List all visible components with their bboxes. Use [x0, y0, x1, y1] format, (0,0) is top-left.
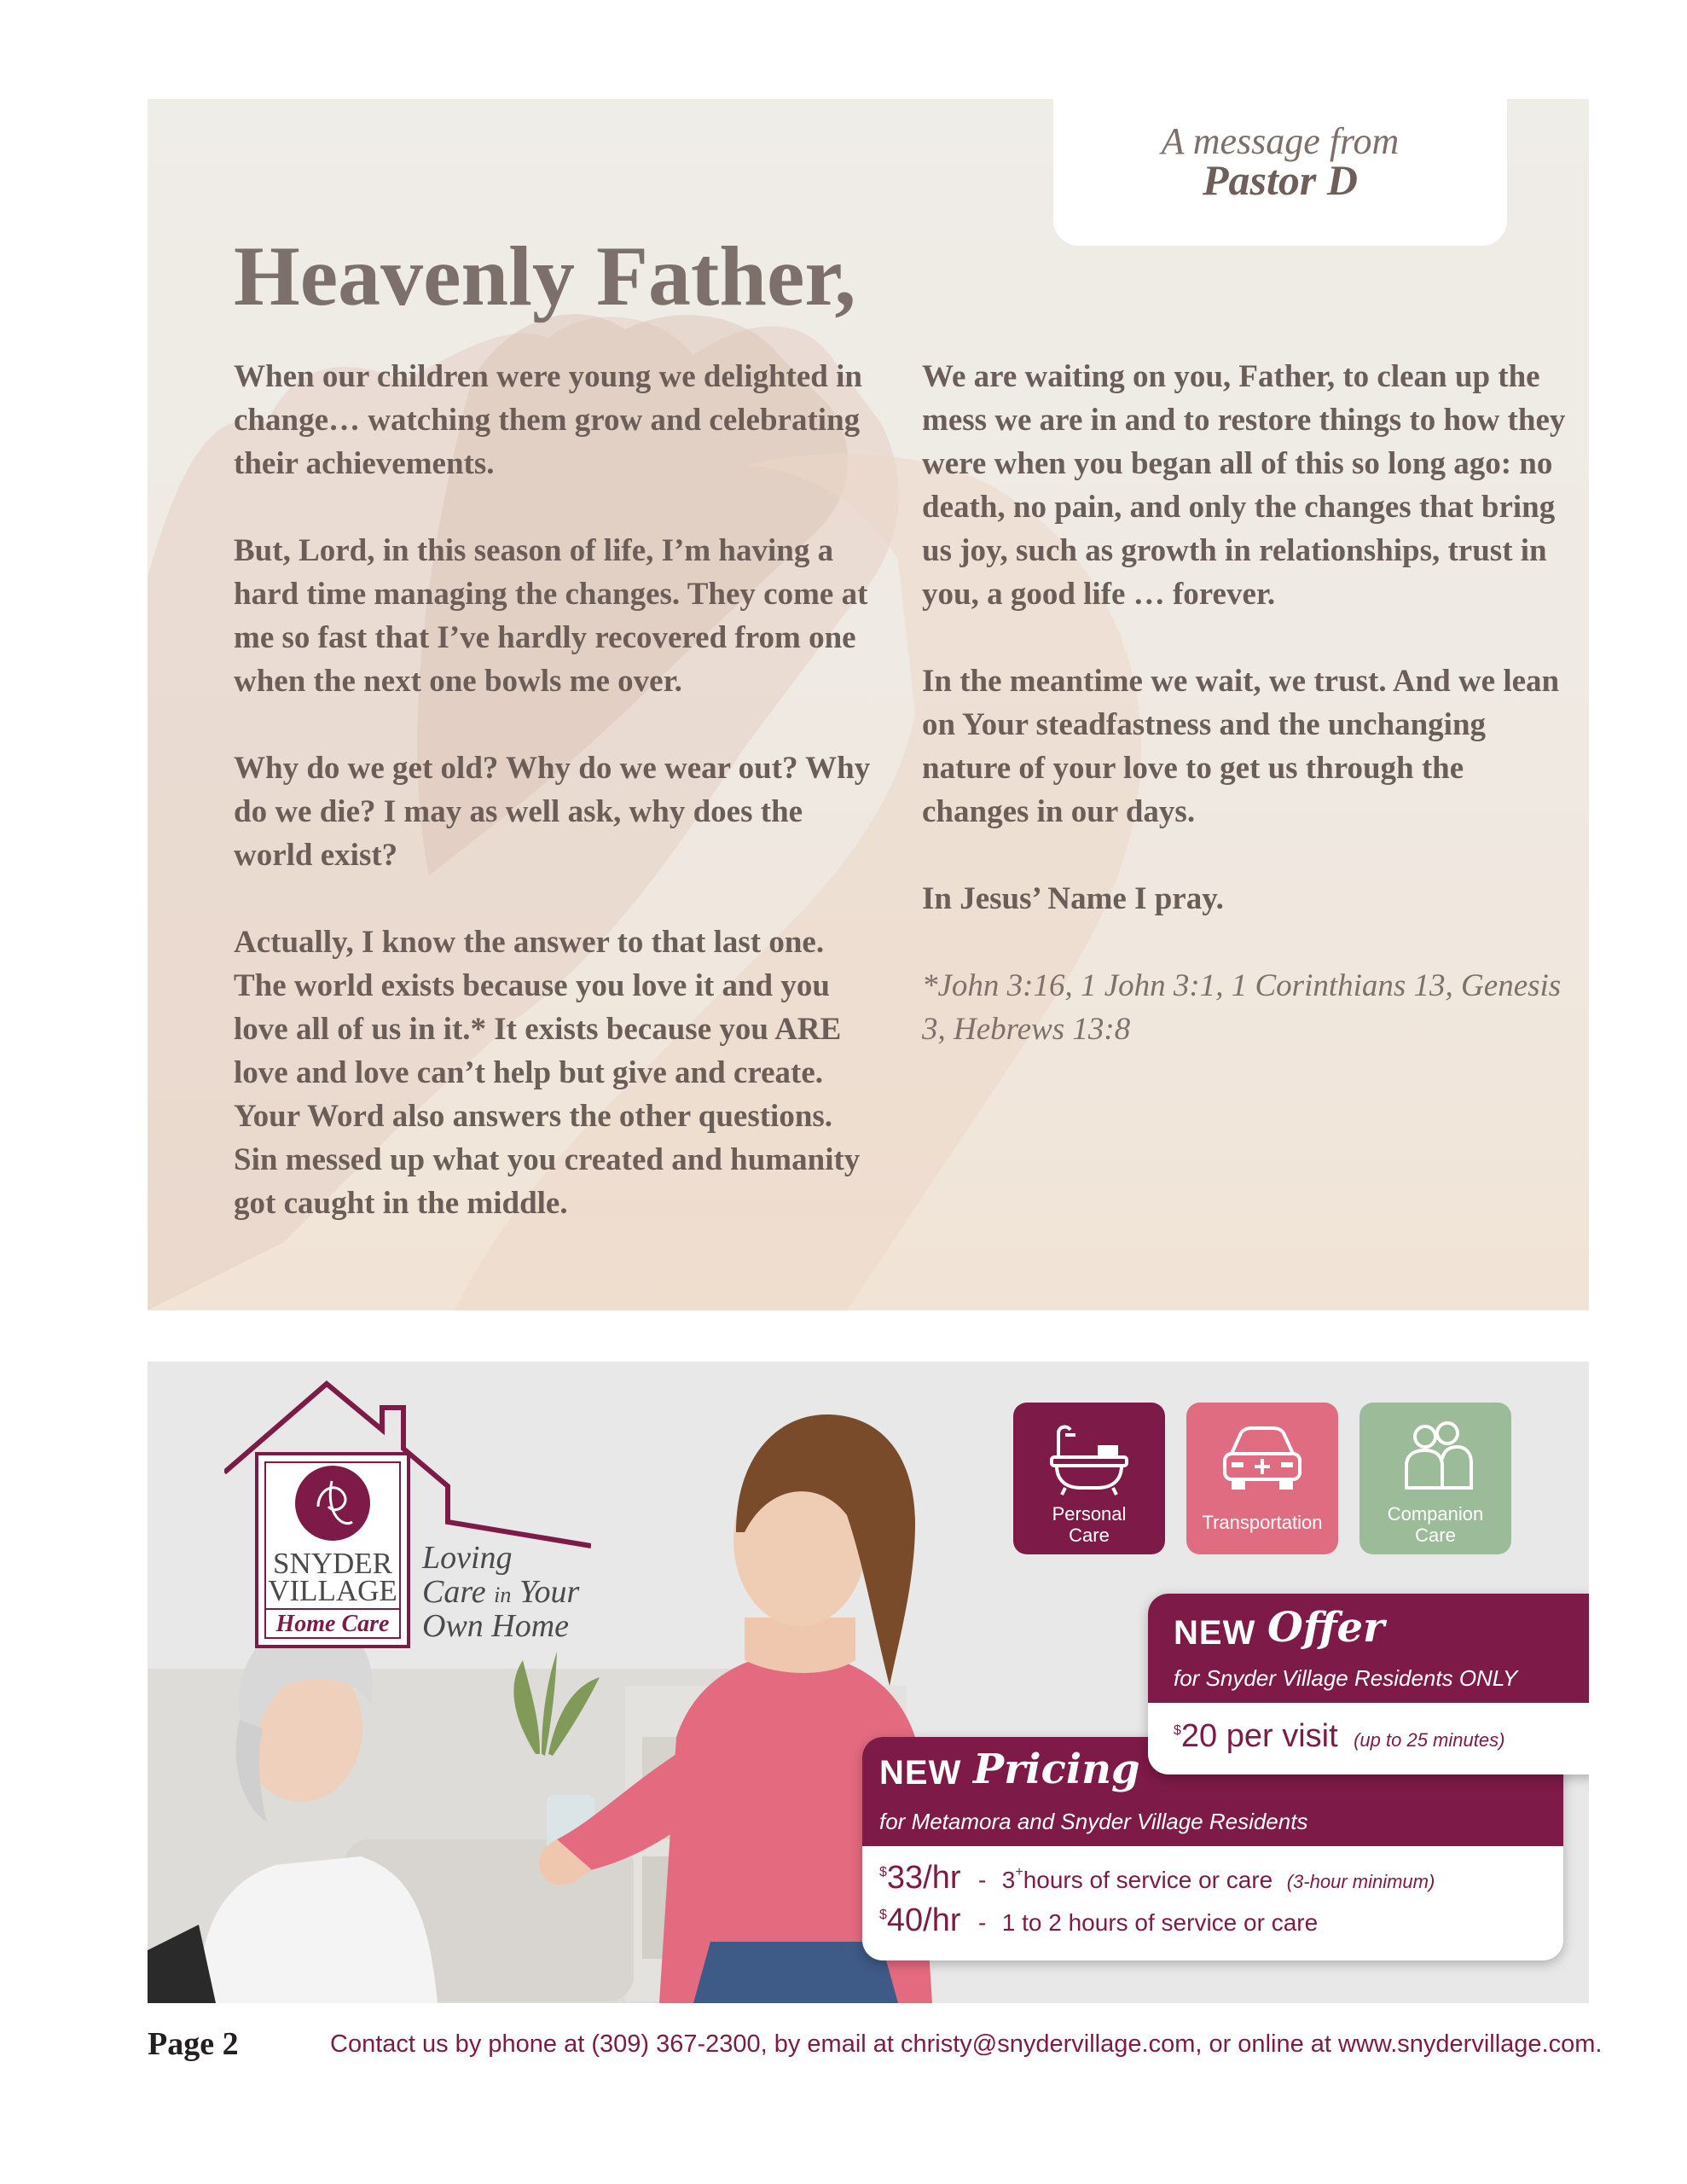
- service-personal-care: [1013, 1403, 1165, 1554]
- new-label: NEW: [879, 1754, 962, 1792]
- pastor-tab: [1053, 99, 1507, 246]
- price-row-33: [879, 1860, 1435, 1896]
- logo-tag-1: Loving: [422, 1540, 513, 1576]
- contact-info: Contact us by phone at (309) 367-2300, by email at christy@snydervillage.com, or online at www.snydervillage.com.: [330, 2030, 1603, 2058]
- new-label: NEW: [1174, 1614, 1256, 1652]
- offer-subtitle: for Snyder Village Residents ONLY: [1174, 1665, 1518, 1691]
- price-desc: 1 to 2 hours of service or care: [1001, 1909, 1319, 1936]
- paragraph: When our children were young we delighted in change… watching them grow and celebrating their achievements.: [234, 359, 862, 481]
- devotional-panel: [148, 99, 1589, 1310]
- pricing-subtitle: for Metamora and Snyder Village Residents: [879, 1809, 1308, 1834]
- paragraph: Actually, I know the answer to that last one. The world exists because you love it and you love all of us in it.* It exists because you ARE love and love can’t help but give and create. Your Word also answers the other questions. Sin messed up what you created and humanity got caught in the middle.: [234, 925, 861, 1221]
- home-care-ad: [148, 1362, 1589, 2003]
- offer-card-header: [1148, 1594, 1589, 1703]
- svg-text:Care in Your: [422, 1574, 579, 1610]
- paragraph: But, Lord, in this season of life, I’m having a hard time managing the changes. They come at me so fast that I’ve hardly recovered from one when the next one bowls me over.: [234, 533, 868, 699]
- tab-pastor-name: Pastor D: [1203, 156, 1358, 204]
- price-desc: hours of service or care: [1023, 1867, 1273, 1893]
- service-companion-care: [1359, 1403, 1511, 1554]
- logo-tag-3: Own Home: [422, 1608, 570, 1644]
- currency-sign: $: [879, 1908, 887, 1922]
- page-number: Page 2: [148, 2026, 239, 2062]
- currency-sign: $: [879, 1865, 887, 1879]
- paragraph: We are waiting on you, Father, to clean up the mess we are in and to restore things to how they were when you began all of this so long ago: no death, no pain, and only the changes that bring us joy, such as growth in relationships, trust in you, a good life … forever.: [922, 359, 1566, 612]
- bathtub-icon: [1046, 1420, 1132, 1496]
- logo-tag-care: Care: [422, 1574, 486, 1610]
- logo-line-2: VILLAGE: [268, 1574, 397, 1607]
- new-offer-card: [1148, 1594, 1589, 1774]
- paragraph: In Jesus’ Name I pray.: [922, 881, 1224, 916]
- offer-script-label: Offer: [1267, 1604, 1385, 1652]
- price-dash: -: [977, 1909, 987, 1936]
- right-column: [922, 355, 1570, 1095]
- price-value: 33/hr: [886, 1860, 961, 1896]
- car-icon: [1220, 1420, 1305, 1496]
- service-transportation: [1186, 1403, 1338, 1554]
- service-label: Care: [1415, 1525, 1456, 1546]
- pricing-script-label: Pricing: [973, 1745, 1140, 1793]
- service-label: Care: [1069, 1525, 1110, 1546]
- logo-line-3: Home Care: [275, 1611, 390, 1637]
- service-label: Transportation: [1202, 1512, 1323, 1533]
- paragraph: Why do we get old? Why do we wear out? Why do we die? I may as well ask, why does the world exist?: [234, 751, 871, 873]
- left-column: [234, 355, 882, 1269]
- snyder-village-logo: [224, 1379, 591, 1652]
- offer-price-value: 20 per visit: [1180, 1718, 1338, 1754]
- price-row-40: [879, 1902, 1318, 1939]
- service-label: Personal: [1052, 1503, 1127, 1525]
- price-qty: 3: [1001, 1867, 1016, 1893]
- paragraph: In the meantime we wait, we trust. And we lean on Your steadfastness and the unchanging nature of your love to get us through the changes in our days.: [922, 664, 1560, 829]
- logo-tag-your: Your: [519, 1574, 580, 1610]
- logo-tag-in: in: [494, 1583, 512, 1607]
- offer-note: (up to 25 minutes): [1354, 1729, 1505, 1751]
- offer-price: [1174, 1718, 1504, 1755]
- service-label: Companion: [1387, 1503, 1484, 1525]
- logo-line-1: SNYDER: [272, 1547, 393, 1580]
- prayer-heading: Heavenly Father,: [234, 229, 856, 323]
- currency-sign: $: [1174, 1723, 1181, 1738]
- plus-sign: +: [1015, 1865, 1023, 1879]
- price-value: 40/hr: [886, 1902, 961, 1938]
- price-dash: -: [977, 1867, 987, 1893]
- tab-from-label: A message from: [1161, 120, 1400, 162]
- scripture-references: *John 3:16, 1 John 3:1, 1 Corinthians 13, Genesis 3, Hebrews 13:8: [922, 968, 1562, 1047]
- price-note: (3-hour minimum): [1286, 1871, 1435, 1892]
- companions-icon: [1393, 1420, 1478, 1496]
